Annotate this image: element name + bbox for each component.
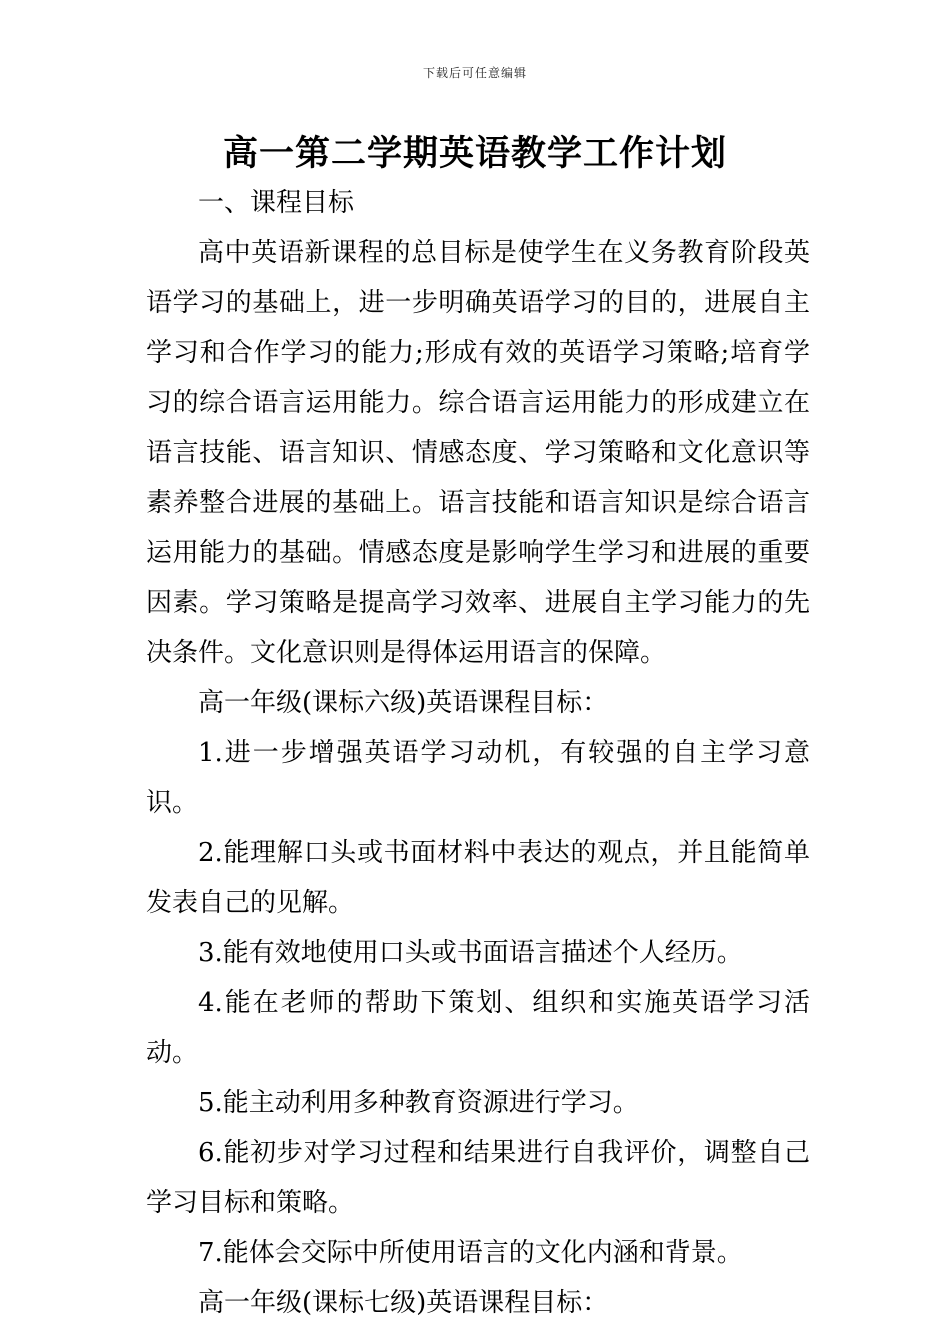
- goal-item-7: 7.能体会交际中所使用语言的文化内涵和背景。: [198, 1238, 743, 1268]
- page-header-note: 下载后可任意编辑: [422, 66, 527, 80]
- document-title: 高一第二学期英语教学工作计划: [222, 134, 727, 174]
- subheading-level-six-goals: 高一年级(课标六级)英语课程目标：: [198, 688, 609, 718]
- goal-item-5: 5.能主动利用多种教育资源进行学习。: [198, 1088, 639, 1118]
- goal-item-4: 4.能在老师的帮助下策划、组织和实施英语学习活动。: [146, 988, 810, 1068]
- section-heading-course-goals: 一、课程目标: [198, 188, 355, 218]
- goal-item-1: 1.进一步增强英语学习动机，有较强的自主学习意识。: [146, 738, 810, 818]
- goal-item-3: 3.能有效地使用口头或书面语言描述个人经历。: [198, 938, 743, 968]
- goal-item-2: 2.能理解口头或书面材料中表达的观点，并且能简单发表自己的见解。: [146, 838, 810, 918]
- paragraph-overall-goal: 高中英语新课程的总目标是使学生在义务教育阶段英语学习的基础上，进一步明确英语学习的目的，进展自主学习和合作学习的能力;形成有效的英语学习策略;培育学习的综合语言运用能力。综合语言运用能力的形成建立在语言技能、语言知识、情感态度、学习策略和文化意识等素养整合进展的基础上。语言技能和语言知识是综合语言运用能力的基础。情感态度是影响学生学习和进展的重要因素。学习策略是提高学习效率、进展自主学习能力的先决条件。文化意识则是得体运用语言的保障。: [146, 238, 810, 668]
- goal-item-6: 6.能初步对学习过程和结果进行自我评价，调整自己学习目标和策略。: [146, 1138, 810, 1218]
- subheading-level-seven-goals: 高一年级(课标七级)英语课程目标：: [198, 1288, 609, 1318]
- document-body: [146, 178, 810, 1328]
